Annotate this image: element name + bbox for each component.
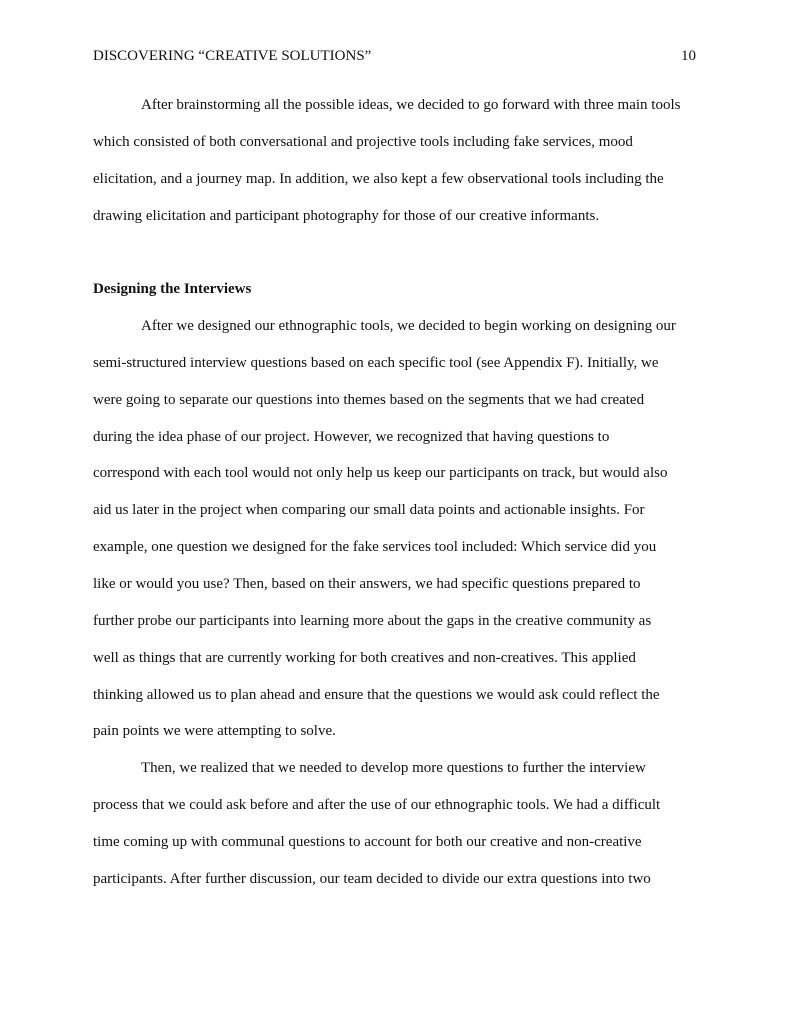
section-heading: Designing the Interviews: [93, 281, 252, 297]
paragraph-3-line: Then, we realized that we needed to develop more questions to further the interview: [141, 760, 646, 776]
paragraph-3-line: process that we could ask before and after the use of our ethnographic tools. We had a difficult: [93, 797, 661, 813]
paragraph-2-line: during the idea phase of our project. However, we recognized that having questions to: [93, 429, 610, 445]
paragraph-1-line: drawing elicitation and participant photography for those of our creative informants.: [93, 208, 600, 224]
paragraph-3-line: participants. After further discussion, our team decided to divide our extra questions into two: [93, 871, 651, 887]
paragraph-2-line: aid us later in the project when comparing our small data points and actionable insights. For: [93, 502, 645, 518]
paragraph-1-line: After brainstorming all the possible ideas, we decided to go forward with three main tools: [141, 97, 681, 113]
paragraph-2-line: correspond with each tool would not only help us keep our participants on track, but would also: [93, 465, 668, 481]
paragraph-2-line: semi-structured interview questions based on each specific tool (see Appendix F). Initially, we: [93, 355, 659, 371]
paragraph-2-line: After we designed our ethnographic tools, we decided to begin working on designing our: [141, 318, 676, 334]
paragraph-2-line: like or would you use? Then, based on their answers, we had specific questions prepared to: [93, 576, 641, 592]
page-number: 10: [681, 48, 696, 64]
paragraph-2-line: were going to separate our questions into themes based on the segments that we had created: [93, 392, 645, 408]
running-head: DISCOVERING “CREATIVE SOLUTIONS”: [93, 48, 372, 64]
paragraph-1-line: elicitation, and a journey map. In addition, we also kept a few observational tools including the: [93, 171, 664, 187]
paragraph-2-line: thinking allowed us to plan ahead and ensure that the questions we would ask could reflect the: [93, 687, 660, 703]
paragraph-2-line: pain points we were attempting to solve.: [93, 723, 336, 739]
paragraph-3-line: time coming up with communal questions to account for both our creative and non-creative: [93, 834, 642, 850]
paragraph-2-line: further probe our participants into learning more about the gaps in the creative community as: [93, 613, 652, 629]
paragraph-2-line: example, one question we designed for the fake services tool included: Which service did you: [93, 539, 657, 555]
paragraph-1-line: which consisted of both conversational and projective tools including fake services, mood: [93, 134, 633, 150]
paragraph-2-line: well as things that are currently working for both creatives and non-creatives. This applied: [93, 650, 636, 666]
